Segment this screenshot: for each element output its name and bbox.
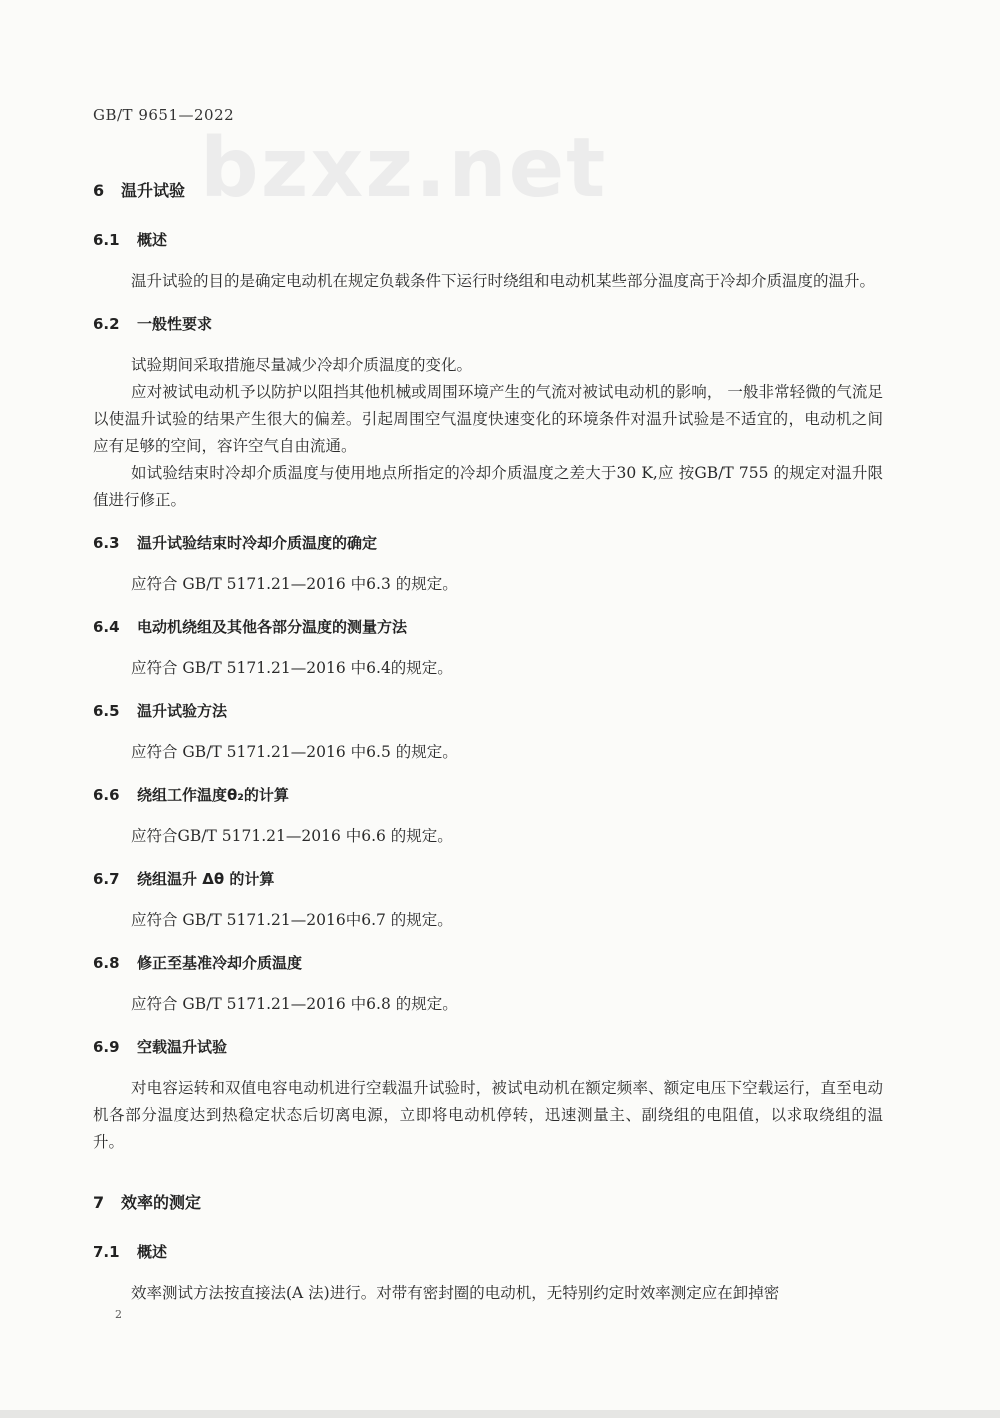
section-title: 温升试验结束时冷却介质温度的确定 (137, 534, 378, 552)
page-number: 2 (115, 1308, 122, 1321)
section-number: 6.4 (93, 618, 120, 636)
section-title: 绕组温升 Δθ 的计算 (137, 870, 275, 888)
section-number: 6.3 (93, 534, 120, 552)
section-heading (93, 952, 883, 973)
section-heading (93, 784, 883, 805)
section-number: 7 (93, 1193, 105, 1212)
section-title: 概述 (137, 1243, 168, 1261)
section-s6-1 (93, 229, 883, 295)
section-heading (93, 1190, 883, 1213)
section-title: 概述 (137, 231, 168, 249)
standard-code-header: GB/T 9651—2022 (93, 106, 235, 124)
section-title: 一般性要求 (137, 315, 213, 333)
body-paragraph: 温升试验的目的是确定电动机在规定负载条件下运行时绕组和电动机某些部分温度高于冷却介质温度的温升。 (131, 272, 876, 290)
body-paragraph: 试验期间采取措施尽量减少冷却介质温度的变化。 (131, 356, 473, 374)
section-title: 空载温升试验 (137, 1038, 228, 1056)
section-heading (93, 178, 883, 201)
body-paragraph: 应对被试电动机予以防护以阻挡其他机械或周围环境产生的气流对被试电动机的影响， 一般非常轻微的气流足以使温升试验的结果产生很大的偏差。引起周围空气温度快速变化的环境条件对温升试验是不适宜的，电动机之间应有足够的空间，容许空气自由流通。 (93, 383, 883, 455)
section-heading (93, 616, 883, 637)
section-heading (93, 700, 883, 721)
section-s6 (93, 178, 883, 201)
section-s6-2 (93, 313, 883, 514)
page-edge (0, 1410, 1000, 1418)
body-paragraph: 应符合 GB/T 5171.21—2016 中6.5 的规定。 (131, 743, 458, 761)
body-paragraph: 如试验结束时冷却介质温度与使用地点所指定的冷却介质温度之差大于30 K,应 按GB/T 755 的规定对温升限值进行修正。 (93, 464, 883, 509)
section-number: 6 (93, 181, 105, 200)
section-number: 6.8 (93, 954, 120, 972)
section-heading (93, 313, 883, 334)
section-s6-7 (93, 868, 883, 934)
body-paragraph: 应符合 GB/T 5171.21—2016中6.7 的规定。 (131, 911, 453, 929)
section-title: 电动机绕组及其他各部分温度的测量方法 (137, 618, 408, 636)
section-title: 温升试验 (121, 181, 186, 200)
section-s6-8 (93, 952, 883, 1018)
body-paragraph: 效率测试方法按直接法(A 法)进行。对带有密封圈的电动机，无特别约定时效率测定应在卸掉密 (131, 1284, 780, 1302)
section-title: 温升试验方法 (137, 702, 228, 720)
section-title: 绕组工作温度θ₂的计算 (137, 786, 289, 804)
section-heading (93, 229, 883, 250)
section-number: 6.1 (93, 231, 120, 249)
section-number: 6.6 (93, 786, 120, 804)
section-number: 6.7 (93, 870, 120, 888)
section-s6-5 (93, 700, 883, 766)
section-s6-3 (93, 532, 883, 598)
section-number: 6.9 (93, 1038, 120, 1056)
body-paragraph: 应符合 GB/T 5171.21—2016 中6.3 的规定。 (131, 575, 458, 593)
section-title: 效率的测定 (121, 1193, 202, 1212)
section-s6-9 (93, 1036, 883, 1156)
section-s7-1 (93, 1241, 883, 1307)
section-number: 7.1 (93, 1243, 120, 1261)
section-heading (93, 1241, 883, 1262)
section-heading (93, 868, 883, 889)
section-number: 6.5 (93, 702, 120, 720)
section-number: 6.2 (93, 315, 120, 333)
document-body (93, 170, 883, 1325)
body-paragraph: 对电容运转和双值电容电动机进行空载温升试验时，被试电动机在额定频率、额定电压下空载运行，直至电动机各部分温度达到热稳定状态后切离电源，立即将电动机停转，迅速测量主、副绕组的电阻值，以求取绕组的温升。 (93, 1079, 883, 1151)
body-paragraph: 应符合 GB/T 5171.21—2016 中6.8 的规定。 (131, 995, 458, 1013)
body-paragraph: 应符合 GB/T 5171.21—2016 中6.4的规定。 (131, 659, 453, 677)
body-paragraph: 应符合GB/T 5171.21—2016 中6.6 的规定。 (131, 827, 453, 845)
section-heading (93, 532, 883, 553)
watermark: bzxz.net (200, 121, 608, 216)
section-s7 (93, 1190, 883, 1213)
section-title: 修正至基准冷却介质温度 (137, 954, 303, 972)
section-s6-6 (93, 784, 883, 850)
section-heading (93, 1036, 883, 1057)
section-s6-4 (93, 616, 883, 682)
